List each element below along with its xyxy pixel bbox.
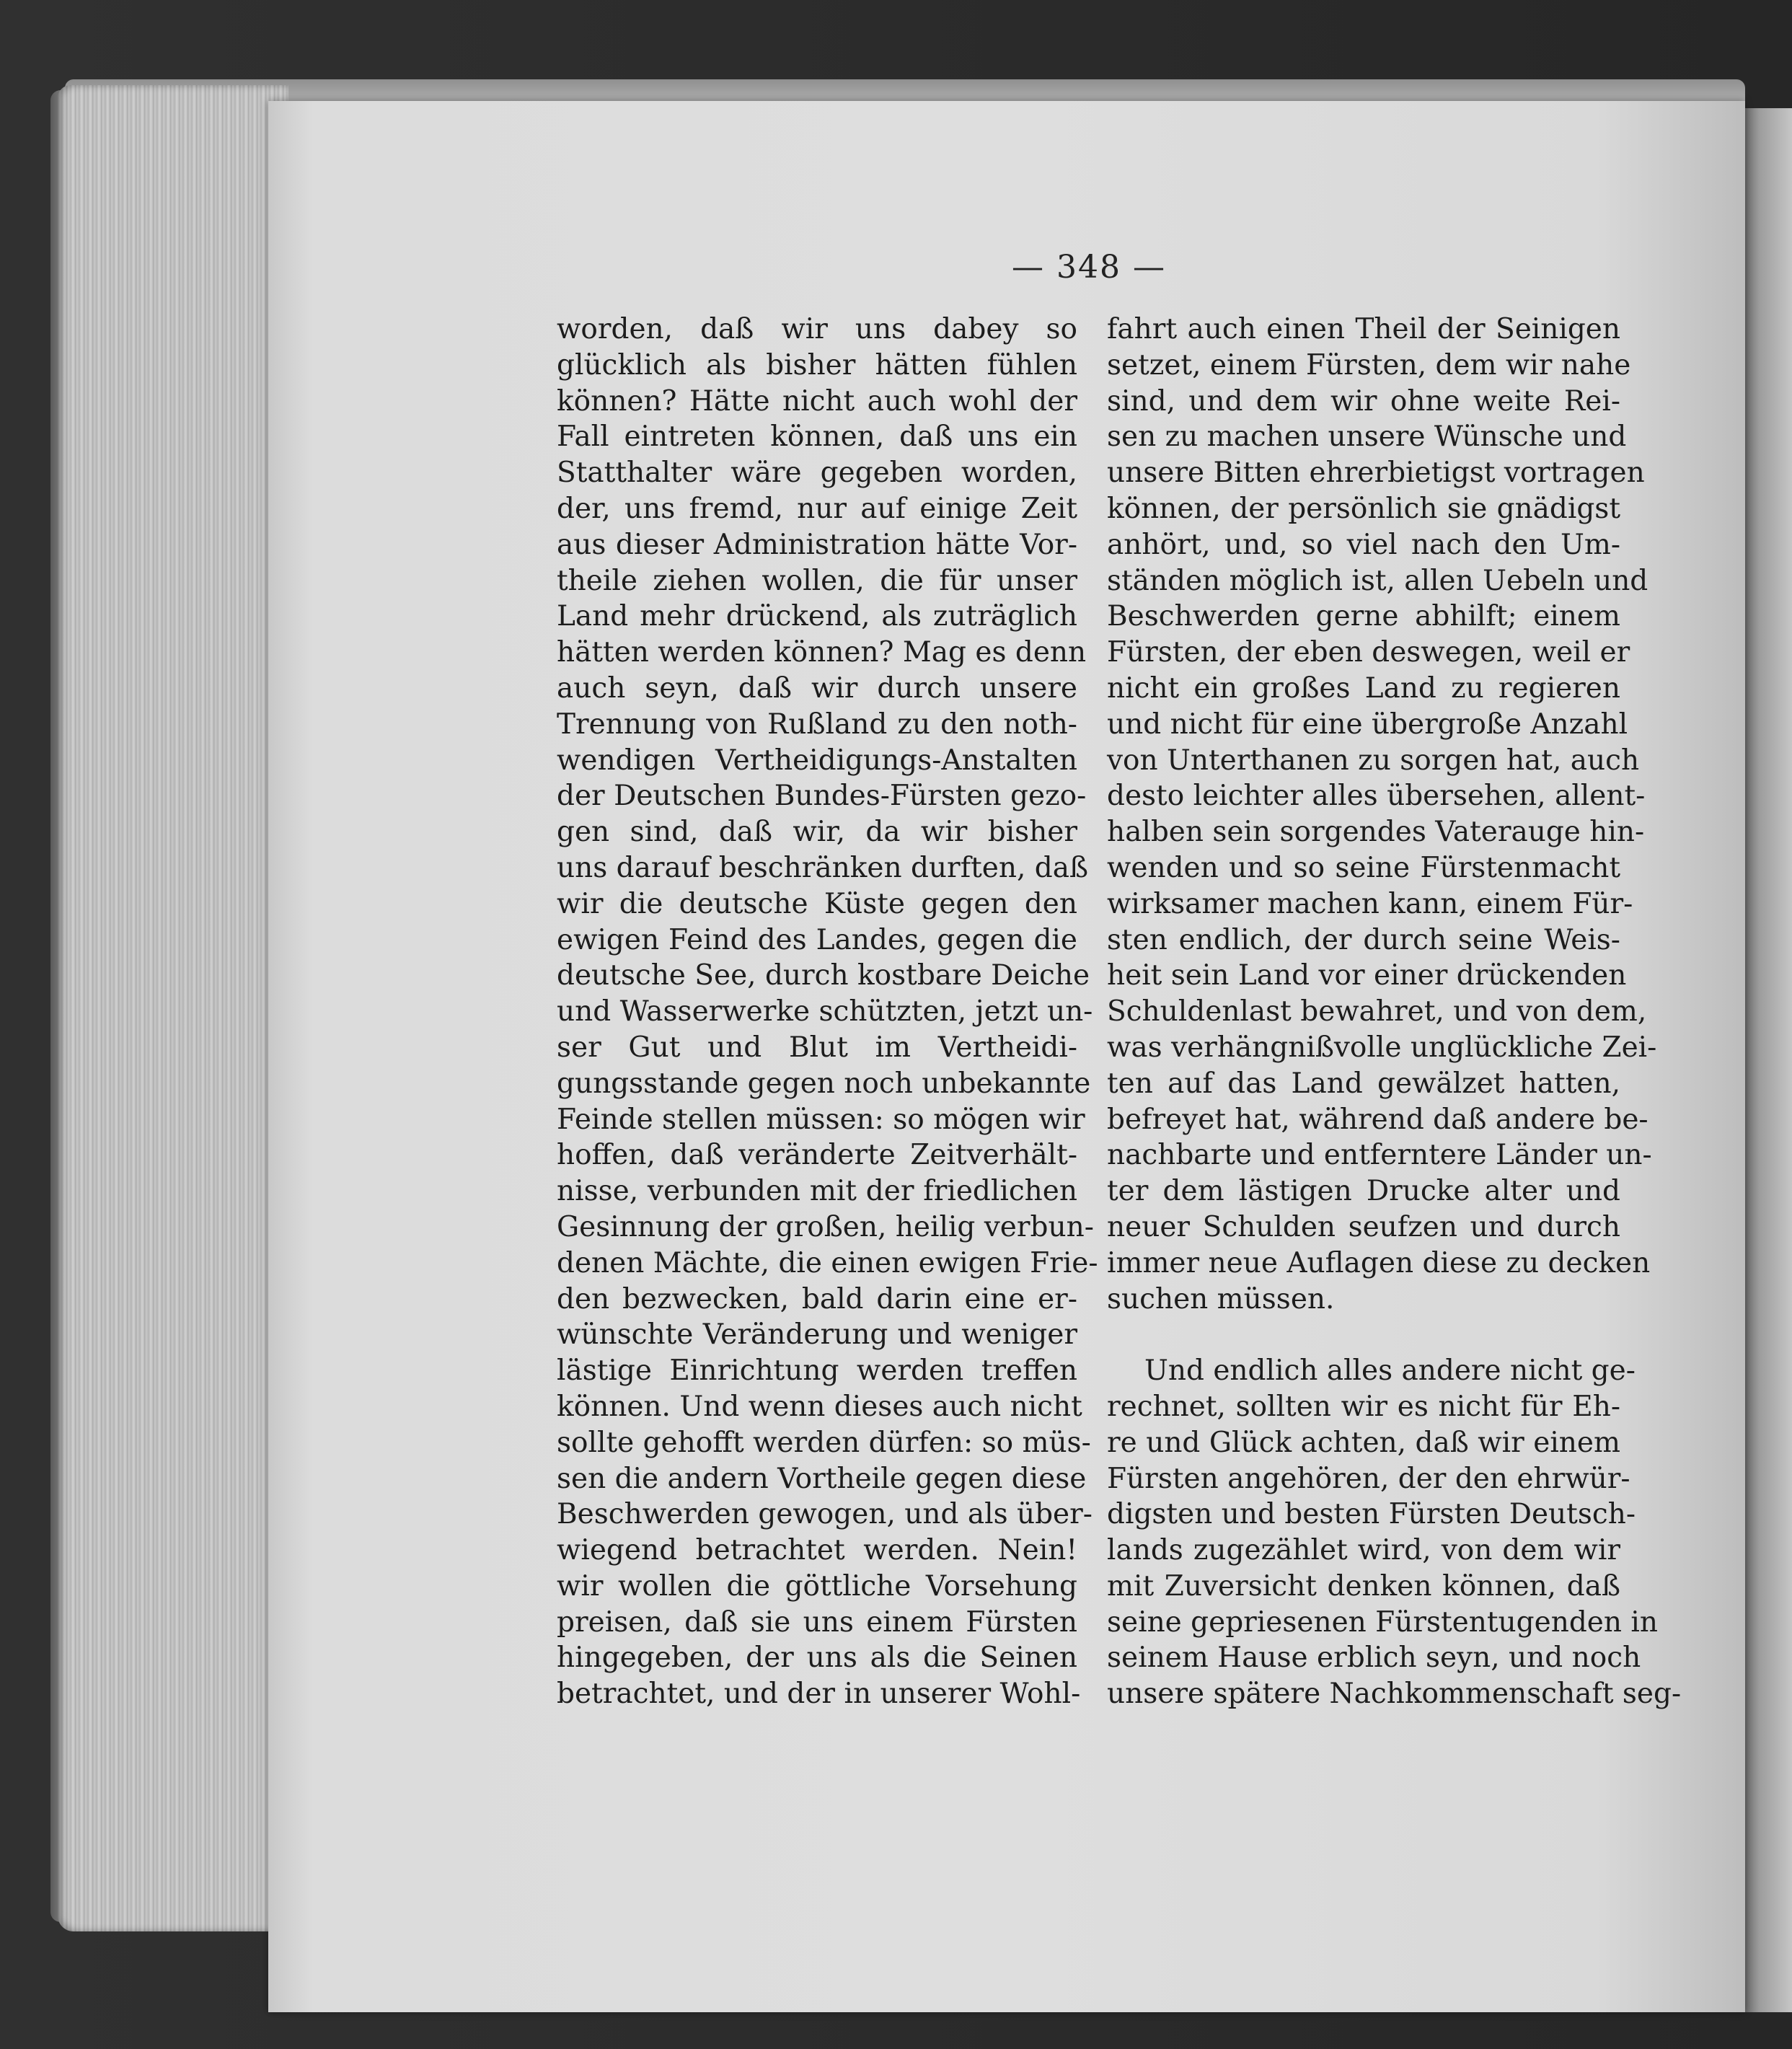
- text-line: wenden und so seine Fürstenmacht: [1107, 851, 1620, 884]
- text-line: betrachtet, und der in unserer Wohl-: [557, 1678, 1081, 1711]
- text-line: hoffen, daß veränderte Zeitverhält-: [557, 1139, 1077, 1172]
- text-line: auch seyn, daß wir durch unsere: [557, 671, 1077, 705]
- text-line: gungsstande gegen noch unbekannte: [557, 1067, 1091, 1100]
- text-line: ser Gut und Blut im Vertheidi-: [557, 1031, 1077, 1064]
- text-line: ter dem lästigen Drucke alter und: [1107, 1175, 1620, 1208]
- text-line: nicht ein großes Land zu regieren: [1107, 671, 1620, 705]
- text-line: können, der persönlich sie gnädigst: [1107, 492, 1620, 525]
- text-line: der, uns fremd, nur auf einige Zeit: [557, 492, 1077, 525]
- text-line: ten auf das Land gewälzet hatten,: [1107, 1067, 1620, 1100]
- left-text-column: [557, 312, 1098, 1712]
- facing-page-edge: [1745, 108, 1792, 2012]
- text-line: deutsche See, durch kostbare Deiche: [557, 959, 1090, 992]
- text-line: halben sein sorgendes Vaterauge hin-: [1107, 816, 1645, 849]
- text-line: wirksamer machen kann, einem Für-: [1107, 887, 1633, 920]
- text-line: aus dieser Administration hätte Vor-: [557, 528, 1077, 561]
- text-line: denen Mächte, die einen ewigen Frie-: [557, 1246, 1098, 1279]
- text-line: lästige Einrichtung werden treffen: [557, 1354, 1077, 1388]
- text-line: befreyet hat, während daß andere be-: [1107, 1103, 1648, 1136]
- text-line: sollte gehofft werden dürfen: so müs-: [557, 1426, 1091, 1459]
- text-line: sten endlich, der durch seine Weis-: [1107, 923, 1620, 956]
- text-line: neuer Schulden seufzen und durch: [1107, 1210, 1620, 1243]
- page-number: — 348 —: [1012, 249, 1166, 286]
- text-line: Fürsten, der eben deswegen, weil er: [1107, 636, 1630, 669]
- text-line: sen die andern Vortheile gegen diese: [557, 1462, 1087, 1495]
- text-line: fahrt auch einen Theil der Seinigen: [1107, 313, 1620, 345]
- text-line: Beschwerden gewogen, und als über-: [557, 1498, 1093, 1531]
- text-line: setzet, einem Fürsten, dem wir nahe: [1107, 348, 1631, 382]
- text-line: rechnet, sollten wir es nicht für Eh-: [1107, 1390, 1620, 1423]
- text-line: und Wasserwerke schützten, jetzt un-: [557, 995, 1093, 1028]
- text-line: glücklich als bisher hätten fühlen: [557, 348, 1077, 382]
- text-line: können. Und wenn dieses auch nicht: [557, 1390, 1082, 1423]
- text-line: wir wollen die göttliche Vorsehung: [557, 1569, 1077, 1603]
- text-line: gen sind, daß wir, da wir bisher: [557, 816, 1077, 849]
- text-line: wendigen Vertheidigungs-Anstalten: [557, 744, 1077, 777]
- text-line: lands zugezählet wird, von dem wir: [1107, 1534, 1620, 1567]
- text-line: wiegend betrachtet werden. Nein!: [557, 1534, 1077, 1567]
- text-line: den bezwecken, bald darin eine er-: [557, 1282, 1077, 1316]
- text-line: mit Zuversicht denken können, daß: [1107, 1569, 1620, 1603]
- text-line: worden, daß wir uns dabey so: [557, 313, 1077, 345]
- right-text-column: [1107, 312, 1682, 1712]
- text-line: desto leichter alles übersehen, allent-: [1107, 780, 1646, 813]
- text-line: heit sein Land vor einer drückenden: [1107, 959, 1627, 992]
- text-line: re und Glück achten, daß wir einem: [1107, 1426, 1620, 1459]
- text-line: Land mehr drückend, als zuträglich: [557, 600, 1077, 633]
- text-line: nachbarte und entferntere Länder un-: [1107, 1139, 1652, 1172]
- text-line: der Deutschen Bundes-Fürsten gezo-: [557, 780, 1087, 813]
- text-line: Und endlich alles andere nicht ge-: [1144, 1354, 1636, 1388]
- text-line: anhört, und, so viel nach den Um-: [1107, 528, 1620, 561]
- paragraph-gap: [1107, 1317, 1620, 1353]
- text-line: unsere spätere Nachkommenschaft seg-: [1107, 1678, 1682, 1711]
- page-stack-edge: [58, 85, 288, 1931]
- text-line: Gesinnung der großen, heilig verbun-: [557, 1210, 1094, 1243]
- text-line: sen zu machen unsere Wünsche und: [1107, 420, 1627, 454]
- text-line: können? Hätte nicht auch wohl der: [557, 384, 1077, 418]
- text-line: Trennung von Rußland zu den noth-: [557, 708, 1077, 741]
- text-line: Schuldenlast bewahret, und von dem,: [1107, 995, 1647, 1028]
- text-line: preisen, daß sie uns einem Fürsten: [557, 1605, 1077, 1639]
- text-line: ewigen Feind des Landes, gegen die: [557, 923, 1077, 956]
- text-line: unsere Bitten ehrerbietigst vortragen: [1107, 457, 1645, 490]
- text-line: nisse, verbunden mit der friedlichen: [557, 1175, 1077, 1208]
- text-line: Statthalter wäre gegeben worden,: [557, 457, 1077, 490]
- text-line: digsten und besten Fürsten Deutsch-: [1107, 1498, 1636, 1531]
- text-line: uns darauf beschränken durften, daß: [557, 851, 1089, 884]
- text-line: Feinde stellen müssen: so mögen wir: [557, 1103, 1085, 1136]
- text-line: wünschte Veränderung und weniger: [557, 1318, 1077, 1352]
- text-line: was verhängnißvolle unglückliche Zei-: [1107, 1031, 1657, 1064]
- text-line: sind, und dem wir ohne weite Rei-: [1107, 384, 1620, 418]
- text-line: Fürsten angehören, der den ehrwür-: [1107, 1462, 1630, 1495]
- text-line: seine gepriesenen Fürstentugenden in: [1107, 1605, 1658, 1639]
- text-line: theile ziehen wollen, die für unser: [557, 564, 1077, 597]
- text-line: hätten werden können? Mag es denn: [557, 636, 1087, 669]
- text-line: Fall eintreten können, daß uns ein: [557, 420, 1077, 454]
- text-line: immer neue Auflagen diese zu decken: [1107, 1246, 1651, 1279]
- text-line: ständen möglich ist, allen Uebeln und: [1107, 564, 1648, 597]
- text-line: hingegeben, der uns als die Seinen: [557, 1642, 1077, 1675]
- text-line: von Unterthanen zu sorgen hat, auch: [1107, 744, 1640, 777]
- text-line: seinem Hause erblich seyn, und noch: [1107, 1642, 1641, 1675]
- text-line: wir die deutsche Küste gegen den: [557, 887, 1077, 920]
- text-line: suchen müssen.: [1107, 1282, 1335, 1316]
- text-line: Beschwerden gerne abhilft; einem: [1107, 600, 1620, 633]
- text-line: und nicht für eine übergroße Anzahl: [1107, 708, 1628, 741]
